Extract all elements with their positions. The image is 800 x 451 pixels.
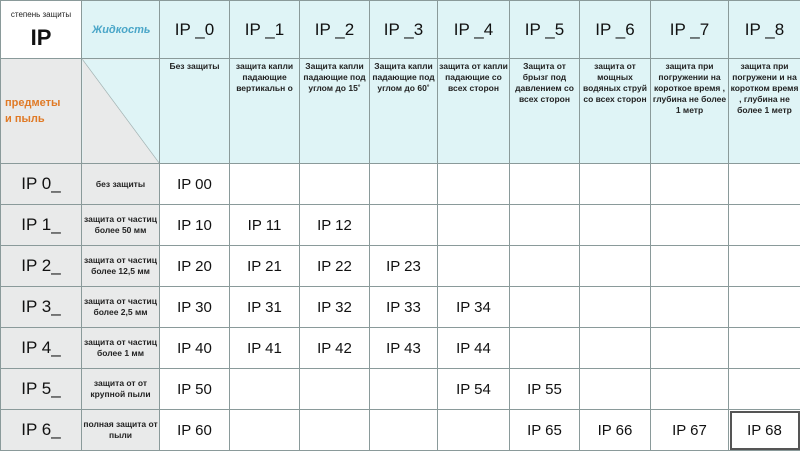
- ip-code-cell: IP 41: [230, 328, 300, 369]
- ip-code-cell: IP 34: [438, 287, 510, 328]
- ip-code-cell: [300, 410, 370, 451]
- ip-code-cell: [580, 369, 651, 410]
- column-description: Без защиты: [160, 59, 230, 164]
- column-code-header: IP _1: [230, 1, 300, 59]
- ip-code-cell: IP 22: [300, 246, 370, 287]
- row-code-header: IP 3_: [1, 287, 82, 328]
- ip-code-cell: [651, 205, 729, 246]
- ip-code-cell: [651, 246, 729, 287]
- column-description: Защита капли падающие под углом до 15˚: [300, 59, 370, 164]
- ip-code-cell: IP 00: [160, 164, 230, 205]
- ip-code-cell: [510, 246, 580, 287]
- ip-code-cell: IP 55: [510, 369, 580, 410]
- ip-code-cell: [230, 369, 300, 410]
- ip-code-cell: IP 11: [230, 205, 300, 246]
- row-code-header: IP 1_: [1, 205, 82, 246]
- ip-code-cell: IP 43: [370, 328, 438, 369]
- column-description: защита капли падающие вертикальн о: [230, 59, 300, 164]
- solids-label: [1, 59, 82, 164]
- column-description: защита от капли падающие со всех сторон: [438, 59, 510, 164]
- ip-code-cell: [510, 287, 580, 328]
- corner-header-cell: [1, 1, 82, 59]
- ip-code-cell: IP 40: [160, 328, 230, 369]
- ip-code-cell: [729, 369, 800, 410]
- ip-code-cell: IP 60: [160, 410, 230, 451]
- table-row: [1, 164, 800, 205]
- ip-code-cell: [438, 205, 510, 246]
- ip-code-cell: [729, 205, 800, 246]
- ip-code-cell: [300, 369, 370, 410]
- row-description: защита от частиц более 50 мм: [82, 205, 160, 246]
- column-code-header: IP _0: [160, 1, 230, 59]
- row-code-header: IP 4_: [1, 328, 82, 369]
- ip-code-cell: IP 54: [438, 369, 510, 410]
- ip-code-cell: [729, 287, 800, 328]
- table-row: [1, 410, 800, 451]
- column-code-header: IP _6: [580, 1, 651, 59]
- ip-code-cell: [510, 164, 580, 205]
- column-code-header: IP _5: [510, 1, 580, 59]
- ip-code-cell: [580, 205, 651, 246]
- row-description: без защиты: [82, 164, 160, 205]
- column-description: защита при погружении на короткое время , глубина не более 1 метр: [651, 59, 729, 164]
- ip-code-cell: [510, 328, 580, 369]
- column-code-header: IP _3: [370, 1, 438, 59]
- ip-code-cell: IP 30: [160, 287, 230, 328]
- column-code-header: IP _7: [651, 1, 729, 59]
- ip-code-cell: [729, 328, 800, 369]
- diagonal-divider-cell: [82, 59, 160, 164]
- ip-code-cell: [438, 246, 510, 287]
- ip-code-cell: IP 66: [580, 410, 651, 451]
- ip-code-cell: [300, 164, 370, 205]
- ip-code-cell: [230, 410, 300, 451]
- solids-label-line: и пыль: [5, 113, 45, 125]
- column-code-header: IP _2: [300, 1, 370, 59]
- ip-code-cell: [230, 164, 300, 205]
- ip-code-cell: IP 50: [160, 369, 230, 410]
- ip-code-cell: IP 20: [160, 246, 230, 287]
- ip-code-cell: [651, 287, 729, 328]
- column-description: защита при погружени и на коротком время , глубина не более 1 метр: [729, 59, 800, 164]
- column-code-header: IP _8: [729, 1, 800, 59]
- table-row: [1, 287, 800, 328]
- ip-code-cell: IP 21: [230, 246, 300, 287]
- ip-code-cell: IP 44: [438, 328, 510, 369]
- ip-code-cell: IP 12: [300, 205, 370, 246]
- ip-code-cell: [438, 410, 510, 451]
- ip-code-cell: IP 23: [370, 246, 438, 287]
- ip-title: IP: [1, 25, 81, 51]
- ip-code-cell: IP 31: [230, 287, 300, 328]
- ip-code-cell: IP 68: [729, 410, 800, 451]
- ip-code-cell: IP 67: [651, 410, 729, 451]
- column-description: Защита от брызг под давлением со всех сторон: [510, 59, 580, 164]
- ip-code-cell: IP 33: [370, 287, 438, 328]
- ip-code-cell: [651, 369, 729, 410]
- row-code-header: IP 5_: [1, 369, 82, 410]
- row-description: защита от частиц более 12,5 мм: [82, 246, 160, 287]
- liquid-label: Жидкость: [82, 1, 160, 59]
- table-row: [1, 369, 800, 410]
- row-description: защита от частиц более 2,5 мм: [82, 287, 160, 328]
- ip-code-cell: [580, 246, 651, 287]
- ip-code-cell: [370, 369, 438, 410]
- ip-code-cell: [729, 164, 800, 205]
- row-code-header: IP 0_: [1, 164, 82, 205]
- ip-code-cell: [438, 164, 510, 205]
- table-row: [1, 328, 800, 369]
- ip-code-cell: [370, 205, 438, 246]
- ip-code-cell: [651, 164, 729, 205]
- ip-code-cell: [510, 205, 580, 246]
- ip-code-cell: [651, 328, 729, 369]
- row-code-header: IP 6_: [1, 410, 82, 451]
- ip-code-cell: [370, 410, 438, 451]
- row-description: полная защита от пыли: [82, 410, 160, 451]
- row-description: защита от от крупной пыли: [82, 369, 160, 410]
- ip-code-cell: IP 10: [160, 205, 230, 246]
- ip-code-cell: IP 65: [510, 410, 580, 451]
- ip-code-cell: [370, 164, 438, 205]
- table-row: [1, 205, 800, 246]
- column-description: защита от мощных водяных струй со всех сторон: [580, 59, 651, 164]
- ip-code-cell: [729, 246, 800, 287]
- protection-degree-caption: степень защиты: [1, 10, 81, 19]
- ip-code-cell: [580, 328, 651, 369]
- ip-code-cell: IP 42: [300, 328, 370, 369]
- ip-code-cell: IP 32: [300, 287, 370, 328]
- ip-code-cell: [580, 287, 651, 328]
- solids-label-line: предметы: [5, 97, 60, 109]
- ip-code-cell: [580, 164, 651, 205]
- column-description: Защита капли падающие под углом до 60˚: [370, 59, 438, 164]
- column-code-header: IP _4: [438, 1, 510, 59]
- row-code-header: IP 2_: [1, 246, 82, 287]
- row-description: защита от частиц более 1 мм: [82, 328, 160, 369]
- table-row: [1, 246, 800, 287]
